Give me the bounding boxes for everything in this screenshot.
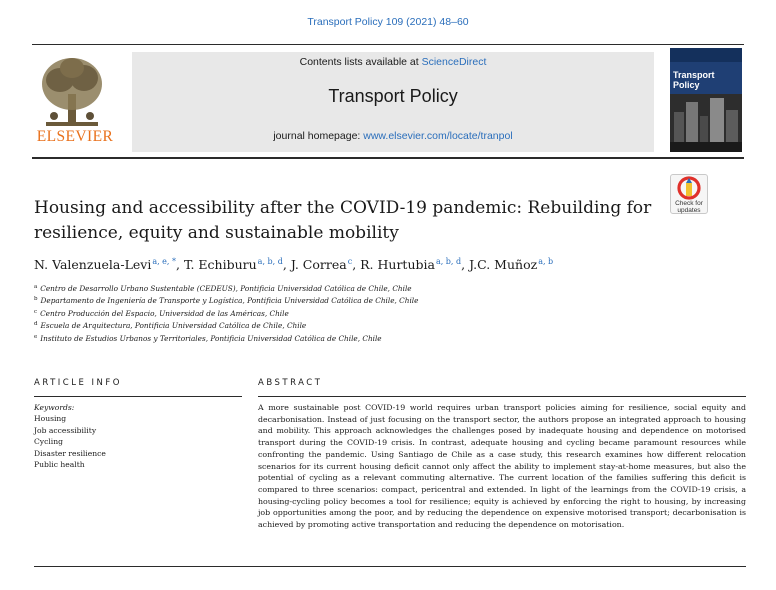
- article-info-heading: ARTICLE INFO: [34, 378, 122, 388]
- affiliation-mark: c: [34, 308, 38, 315]
- journal-cover-thumbnail[interactable]: [670, 48, 742, 152]
- author-separator: ,: [461, 257, 470, 272]
- journal-citation[interactable]: Transport Policy 109 (2021) 48–60: [307, 16, 469, 28]
- abstract-heading: ABSTRACT: [258, 378, 323, 388]
- author-affiliation-marks[interactable]: a, b: [538, 257, 554, 266]
- publisher-wordmark: ELSEVIER: [36, 128, 114, 145]
- crossmark-icon: [671, 176, 707, 202]
- author[interactable]: [469, 257, 553, 272]
- header-bottom-rule: [32, 157, 744, 159]
- keyword-item: Cycling: [34, 437, 63, 447]
- crossmark-label-line1: Check for: [675, 200, 703, 207]
- check-for-updates-badge[interactable]: [670, 174, 708, 214]
- affiliation-mark: b: [34, 296, 38, 303]
- author-list: [34, 257, 694, 272]
- journal-homepage-link[interactable]: www.elsevier.com/locate/tranpol: [363, 130, 513, 142]
- affiliation-text: Escuela de Arquitectura, Pontificia Universidad Católica de Chile, Chile: [40, 321, 307, 331]
- abstract-bottom-rule: [34, 566, 746, 567]
- article-info-rule: [34, 396, 242, 397]
- affiliation-item: [34, 319, 634, 331]
- author-name[interactable]: N. Valenzuela-Levi: [34, 257, 152, 272]
- affiliation-text: Centro de Desarrollo Urbano Sustentable (CEDEUS), Pontificia Universidad Católica de Chile, Chile: [40, 284, 412, 293]
- keyword-item: Disaster resilience: [34, 448, 106, 458]
- keyword-item: Public health: [34, 460, 85, 470]
- author[interactable]: [360, 257, 469, 272]
- author-affiliation-marks[interactable]: a, b, d: [435, 257, 462, 266]
- abstract-text: A more sustainable post COVID-19 world requires urban transport policies aiming for resilience, social equity and decarbonisation. Instead of just focusing on the transport sector, the authors propose an integrated approach to housing and mobility. This approach acknowledges the challenges posed by inadequate housing and dependence on motorised transport during the COVID-19 crisis. In contrast, adequate housing and cycling became paramount resources while confronting the pandemic. Using Santiago de Chile as a case study, this research examines how different relocation scenarios for its current housing deficit cannot only affect the ability to implement stay-at-home measures, but also the potential of cycling as a relevant commuting alternative. The current location of the families suffering this deficit is compared to three scenarios: compact, pericentral and extended. In light of the learnings from the COVID-19 crisis, a housing-cycling policy becomes a tool for resilience; equity is achieved by enforcing the right to housing, by increasing job opportunities among the poor, and by reducing the dependence on expensive motorised transport; decarbonisation is achieved by promoting active transportation and reducing the dependence on motorisation.: [258, 403, 746, 530]
- affiliation-list: [34, 282, 634, 344]
- affiliation-mark: e: [34, 333, 38, 340]
- author[interactable]: [291, 257, 360, 272]
- sciencedirect-link[interactable]: ScienceDirect: [421, 56, 487, 68]
- author-affiliation-marks[interactable]: a, b, d: [257, 257, 283, 266]
- author[interactable]: [184, 257, 291, 272]
- cover-city-image: [670, 94, 742, 152]
- journal-name: Transport Policy: [328, 86, 458, 106]
- cover-title: Transport Policy: [673, 70, 715, 90]
- author-affiliation-marks[interactable]: a, e, *: [152, 257, 177, 266]
- author[interactable]: [34, 257, 184, 272]
- journal-banner: [132, 52, 654, 152]
- author-separator: ,: [352, 257, 361, 272]
- contents-line: [132, 56, 654, 68]
- author-separator: ,: [282, 257, 291, 272]
- keyword-item: Housing: [34, 414, 67, 424]
- affiliation-mark: d: [34, 321, 38, 328]
- author-name[interactable]: J. Correa: [290, 257, 347, 272]
- author-name[interactable]: J.C. Muñoz: [469, 257, 538, 272]
- affiliation-text: Departamento de Ingeniería de Transporte y Logística, Pontificia Universidad Católica de Chile, Chile: [40, 296, 419, 306]
- homepage-line: [132, 130, 654, 142]
- affiliation-item: [34, 307, 634, 319]
- affiliation-item: [34, 282, 634, 294]
- keywords-block: [34, 402, 234, 470]
- abstract-rule: [258, 396, 746, 397]
- check-for-updates-label: [671, 200, 707, 214]
- keywords-label: Keywords:: [34, 403, 75, 412]
- affiliation-text: Instituto de Estudios Urbanos y Territoriales, Pontificia Universidad Católica de Chile, Chile: [40, 333, 382, 343]
- contents-prefix: Contents lists available at: [299, 56, 422, 68]
- affiliation-text: Centro Producción del Espacio, Universidad de las Américas, Chile: [40, 308, 289, 318]
- author-name[interactable]: R. Hurtubia: [360, 257, 435, 272]
- header-top-rule: [32, 44, 744, 45]
- homepage-prefix: journal homepage:: [273, 130, 364, 142]
- affiliation-item: [34, 294, 634, 306]
- author-name[interactable]: T. Echiburu: [183, 257, 257, 272]
- author-separator: ,: [176, 257, 184, 272]
- cover-stripe: [670, 48, 742, 62]
- article-title: Housing and accessibility after the COVID-19 pandemic: Rebuilding for resilience, equity and sustainable mobility: [34, 198, 652, 243]
- affiliation-item: [34, 332, 634, 344]
- author-affiliation-marks[interactable]: c: [347, 257, 353, 266]
- keyword-item: Job accessibility: [34, 425, 97, 435]
- affiliation-mark: a: [34, 284, 38, 290]
- crossmark-label-line2: updates: [677, 207, 701, 214]
